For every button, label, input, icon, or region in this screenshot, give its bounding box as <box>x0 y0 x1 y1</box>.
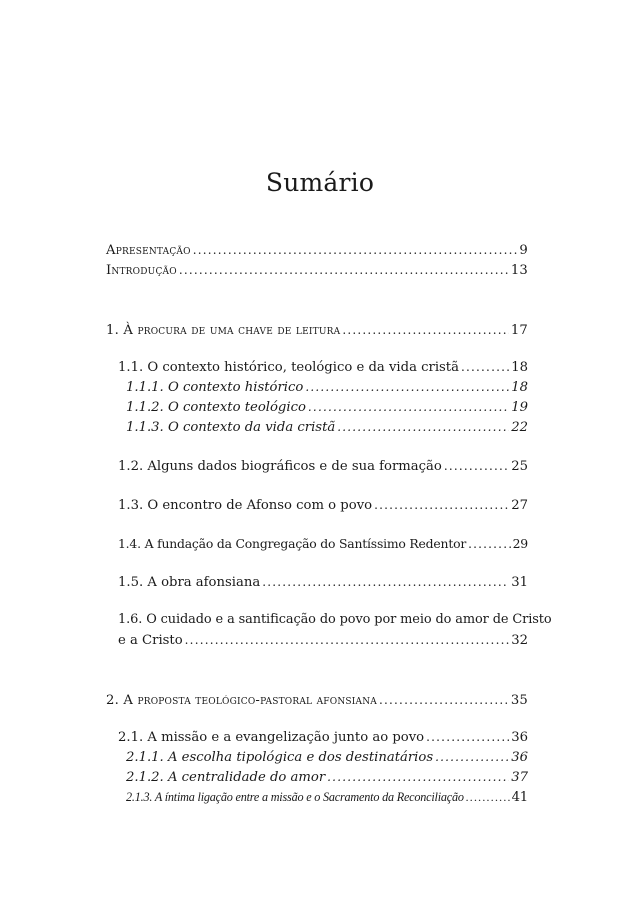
leader-dots <box>379 690 509 710</box>
toc-entry-page: 35 <box>510 693 528 708</box>
toc-entry-1-2[interactable] <box>118 456 528 477</box>
leader-dots <box>179 260 509 280</box>
toc-entry-page: 36 <box>511 730 528 745</box>
toc-entry-introducao[interactable] <box>106 260 528 281</box>
toc-entry-page: 22 <box>511 420 528 435</box>
toc-entry-label: 1.5. A obra afonsiana <box>118 575 261 590</box>
toc-entry-page: 41 <box>511 790 528 805</box>
toc-entry-1-3[interactable] <box>118 495 528 516</box>
toc-entry-2-1-2[interactable] <box>126 767 528 788</box>
leader-dots <box>262 572 509 592</box>
toc-entry-label: 1.2. Alguns dados biográficos e de sua formação <box>118 459 442 474</box>
leader-dots <box>327 767 509 787</box>
toc-entry-label: 1.1.3. O contexto da vida cristã <box>126 420 336 435</box>
toc-entry-1-1-1[interactable] <box>126 377 528 398</box>
toc-entry-1-1[interactable] <box>118 357 528 378</box>
toc-entry-page: 13 <box>510 263 528 278</box>
toc-entry-1-1-3[interactable] <box>126 417 528 438</box>
toc-entry-1-6[interactable] <box>118 630 528 651</box>
toc-entry-page: 18 <box>511 360 528 375</box>
leader-dots <box>468 534 511 554</box>
toc-entry-2-1[interactable] <box>118 727 528 748</box>
toc-entry-page: 37 <box>511 770 528 785</box>
leader-dots <box>342 320 509 340</box>
leader-dots <box>337 417 509 437</box>
leader-dots <box>308 397 509 417</box>
toc-entry-label: 1.3. O encontro de Afonso com o povo <box>118 498 373 513</box>
toc-entry-label: 2.1.2. A centralidade do amor <box>126 770 326 785</box>
toc-entry-label: 1. À procura de uma chave de leitura <box>106 323 341 338</box>
leader-dots <box>305 377 509 397</box>
toc-entry-label: 1.1.2. O contexto teológico <box>126 400 306 415</box>
toc-entry-1-4[interactable] <box>118 534 528 554</box>
toc-entry-apresentacao[interactable] <box>106 240 528 261</box>
toc-entry-chapter-1[interactable] <box>106 320 528 341</box>
toc-entry-page: 25 <box>511 459 528 474</box>
leader-dots <box>461 357 509 377</box>
toc-entry-page: 31 <box>511 575 528 590</box>
toc-entry-label: Apresentação <box>106 243 191 258</box>
toc-entry-chapter-2[interactable] <box>106 690 528 711</box>
toc-entry-label: 1.1. O contexto histórico, teológico e da vida cristã <box>118 360 459 375</box>
toc-entry-2-1-1[interactable] <box>126 747 528 768</box>
toc-entry-page: 19 <box>511 400 528 415</box>
toc-entry-label: Introdução <box>106 263 177 278</box>
leader-dots <box>466 787 510 807</box>
page-title: Sumário <box>265 168 375 197</box>
toc-entry-label: 1.1.1. O contexto histórico <box>126 380 304 395</box>
leader-dots <box>374 495 509 515</box>
leader-dots <box>444 456 509 476</box>
toc-entry-page: 18 <box>511 380 528 395</box>
leader-dots <box>193 240 518 260</box>
toc-entry-page: 17 <box>510 323 528 338</box>
toc-entry-label: e a Cristo <box>118 633 183 648</box>
toc-entry-1-6-line1[interactable]: 1.6. O cuidado e a santificação do povo por meio do amor de Cristo <box>118 612 552 627</box>
toc-entry-label: 2.1.3. A íntima ligação entre a missão e o Sacramento da Reconciliação <box>126 790 464 804</box>
leader-dots <box>435 747 509 767</box>
toc-entry-label: 1.4. A fundação da Congregação do Santíssimo Redentor <box>118 536 467 551</box>
toc-entry-2-1-3[interactable] <box>126 787 528 808</box>
toc-entry-page: 9 <box>519 243 528 258</box>
toc-entry-page: 27 <box>511 498 528 513</box>
toc-entry-label: 2. A proposta teológico-pastoral afonsiana <box>106 693 377 708</box>
toc-entry-label: 2.1. A missão e a evangelização junto ao povo <box>118 730 425 745</box>
toc-entry-label: 2.1.1. A escolha tipológica e dos destinatários <box>126 750 434 765</box>
toc-entry-page: 36 <box>511 750 528 765</box>
toc-entry-page: 32 <box>511 633 528 648</box>
toc-entry-page: 29 <box>512 536 528 551</box>
leader-dots <box>185 630 510 650</box>
leader-dots <box>426 727 509 747</box>
toc-entry-1-1-2[interactable] <box>126 397 528 418</box>
toc-entry-1-5[interactable] <box>118 572 528 593</box>
